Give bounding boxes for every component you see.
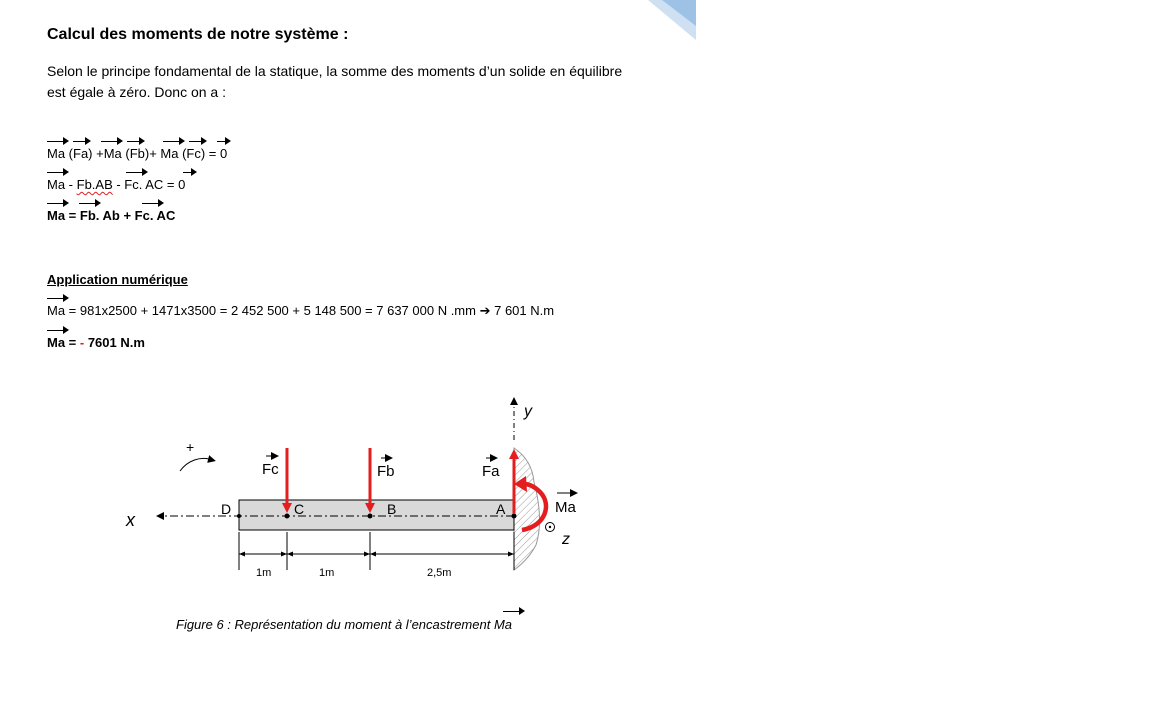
beam-figure	[110, 390, 610, 590]
positive-rotation-arrowhead	[208, 459, 212, 460]
figure-caption: Figure 6 : Représentation du moment à l’encastrement Ma	[176, 617, 513, 632]
point-a-label: A	[496, 501, 506, 517]
equation-term-ma: Ma -	[47, 177, 77, 192]
dimension-ba-label: 2,5m	[427, 567, 452, 579]
equation-term-fc-ac: - Fc. AC = 0	[112, 177, 186, 192]
moment-ma-label: Ma	[555, 499, 576, 516]
positive-sense-label: +	[186, 439, 195, 455]
beam	[239, 500, 514, 530]
point-b-label: B	[387, 501, 397, 517]
intro-line-2: est égale à zéro. Donc on a :	[47, 84, 226, 100]
calculation-result: 7 601 N.m	[490, 303, 555, 318]
point-d-label: D	[221, 501, 232, 517]
section-title: Calcul des moments de notre système :	[47, 26, 349, 43]
dimension-cb-label: 1m	[319, 567, 335, 579]
z-axis-dot	[549, 526, 551, 528]
equation-moments-expanded	[47, 177, 185, 192]
final-result-label: Ma =	[47, 335, 80, 350]
point-a-marker	[512, 514, 517, 519]
page-corner-decoration	[640, 0, 696, 40]
x-axis-label: x	[126, 510, 135, 530]
final-result-value: 7601 N.m	[84, 335, 145, 350]
intro-line-1: Selon le principe fondamental de la statique, la somme des moments d’un solide en équilibre	[47, 63, 623, 79]
equation-ma-result: Ma = Fb. Ab + Fc. AC	[47, 208, 176, 223]
positive-rotation-arc	[180, 458, 209, 471]
vector-arrow	[503, 607, 525, 617]
equation-sum-moments: Ma (Fa) +Ma (Fb)+ Ma (Fc) = 0	[47, 146, 228, 161]
result-arrow-icon: ➔	[479, 303, 491, 318]
z-axis-label: z	[562, 531, 570, 548]
force-fa-label: Fa	[482, 463, 500, 480]
application-calculation	[47, 303, 554, 319]
equation-term-fb-ab: Fb.AB	[76, 177, 113, 192]
wall-support	[514, 448, 540, 570]
dimension-dc-label: 1m	[256, 567, 272, 579]
final-result	[47, 335, 145, 350]
application-heading: Application numérique	[47, 272, 188, 287]
point-b-marker	[368, 514, 373, 519]
force-fb-label: Fb	[377, 463, 395, 480]
force-fc-label: Fc	[262, 461, 279, 478]
point-c-marker	[285, 514, 290, 519]
y-axis-label: y	[524, 403, 532, 420]
final-result-sign: -	[79, 335, 85, 350]
calculation-text: Ma = 981x2500 + 1471x3500 = 2 452 500 + 5 148 500 = 7 637 000 N .mm	[47, 303, 480, 318]
point-c-label: C	[294, 501, 305, 517]
point-d-marker	[237, 514, 241, 518]
